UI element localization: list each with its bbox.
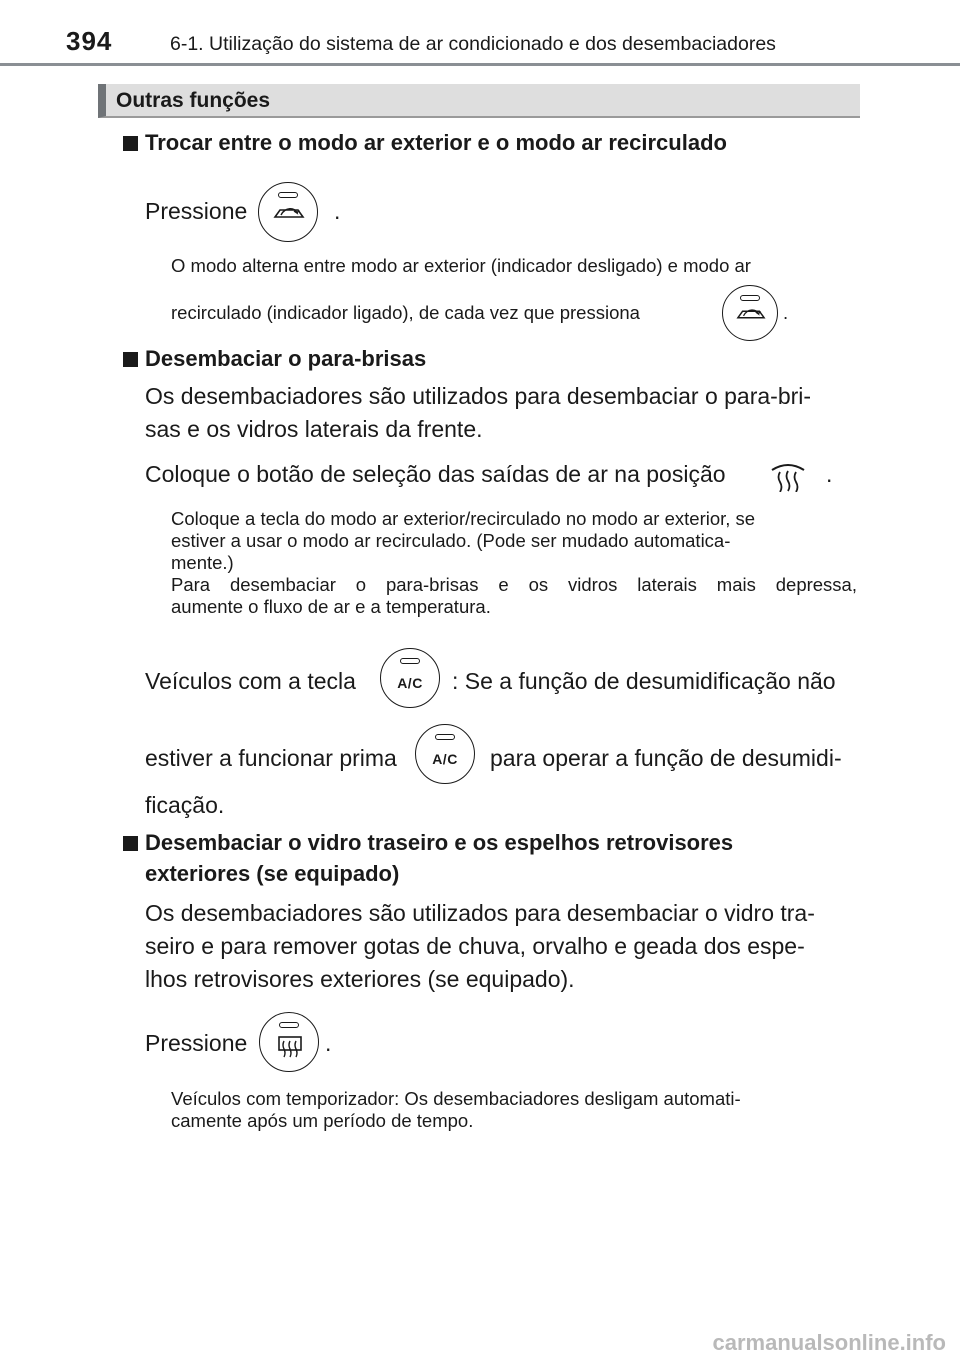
page-number: 394 bbox=[66, 26, 113, 56]
period: . bbox=[783, 302, 789, 323]
section-title: Outras funções bbox=[116, 89, 271, 112]
bullet-square-icon bbox=[123, 136, 138, 151]
note-text: recirculado (indicador ligado), de cada vez que pressiona bbox=[171, 302, 640, 323]
body-text: Os desembaciadores são utilizados para desembaciar o para-bri- bbox=[145, 383, 812, 409]
chapter-title: 6-1. Utilização do sistema de ar condicionado e dos desembaciadores bbox=[170, 33, 776, 55]
heading-recirculation: Trocar entre o modo ar exterior e o modo ar recirculado bbox=[145, 130, 727, 155]
note-text: estiver a usar o modo ar recirculado. (Pode ser mudado automatica- bbox=[171, 530, 731, 551]
press-label: Pressione bbox=[145, 1030, 248, 1056]
body-text: lhos retrovisores exteriores (se equipado). bbox=[145, 966, 575, 992]
heading-rear-defog: Desembaciar o vidro traseiro e os espelhos retrovisores bbox=[145, 830, 734, 855]
note-text: Veículos com temporizador: Os desembaciadores desligam automati- bbox=[171, 1088, 741, 1109]
heading-rear-defog: exteriores (se equipado) bbox=[145, 861, 400, 886]
note-text: Coloque a tecla do modo ar exterior/recirculado no modo ar exterior, se bbox=[171, 508, 756, 529]
note-text: O modo alterna entre modo ar exterior (indicador desligado) e modo ar bbox=[171, 255, 751, 276]
indicator-light-icon bbox=[435, 734, 455, 740]
body-text: seiro e para remover gotas de chuva, orvalho e geada dos espe- bbox=[145, 933, 805, 959]
press-label: Pressione bbox=[145, 198, 248, 224]
rear-defrost-icon bbox=[260, 1013, 320, 1073]
rear-defrost-button[interactable] bbox=[259, 1012, 319, 1072]
recirculation-button[interactable] bbox=[258, 182, 318, 242]
windshield-defrost-icon bbox=[766, 458, 810, 492]
indicator-light-icon bbox=[400, 658, 420, 664]
period: . bbox=[826, 461, 833, 487]
body-text: ficação. bbox=[145, 792, 225, 818]
body-text: estiver a funcionar prima bbox=[145, 745, 397, 771]
note-text: camente após um período de tempo. bbox=[171, 1110, 474, 1131]
note-text: aumente o fluxo de ar e a temperatura. bbox=[171, 596, 491, 617]
ac-button-label: A/C bbox=[397, 675, 423, 691]
period: . bbox=[334, 198, 341, 224]
body-text: para operar a função de desumidi- bbox=[490, 745, 842, 771]
note-text: mente.) bbox=[171, 552, 234, 573]
recirculation-button[interactable] bbox=[722, 285, 778, 341]
section-header bbox=[98, 84, 860, 118]
recirculate-air-icon bbox=[723, 286, 779, 342]
ac-button[interactable] bbox=[415, 724, 475, 784]
heading-windshield-defog: Desembaciar o para-brisas bbox=[145, 346, 427, 371]
body-text: : Se a função de desumidificação não bbox=[452, 668, 836, 694]
bullet-square-icon bbox=[123, 352, 138, 367]
ac-button-label: A/C bbox=[432, 751, 458, 767]
recirculate-air-icon bbox=[259, 183, 319, 243]
bullet-square-icon bbox=[123, 836, 138, 851]
body-text: Os desembaciadores são utilizados para desembaciar o vidro tra- bbox=[145, 900, 815, 926]
header-divider bbox=[0, 63, 960, 66]
body-text: sas e os vidros laterais da frente. bbox=[145, 416, 483, 442]
note-text: Para desembaciar o para-brisas e os vidros laterais mais depressa, bbox=[171, 574, 857, 595]
watermark: carmanualsonline.info bbox=[712, 1330, 946, 1355]
body-text: Coloque o botão de seleção das saídas de ar na posição bbox=[145, 461, 726, 487]
period: . bbox=[325, 1030, 332, 1056]
body-text: Veículos com a tecla bbox=[145, 668, 356, 694]
ac-button[interactable] bbox=[380, 648, 440, 708]
